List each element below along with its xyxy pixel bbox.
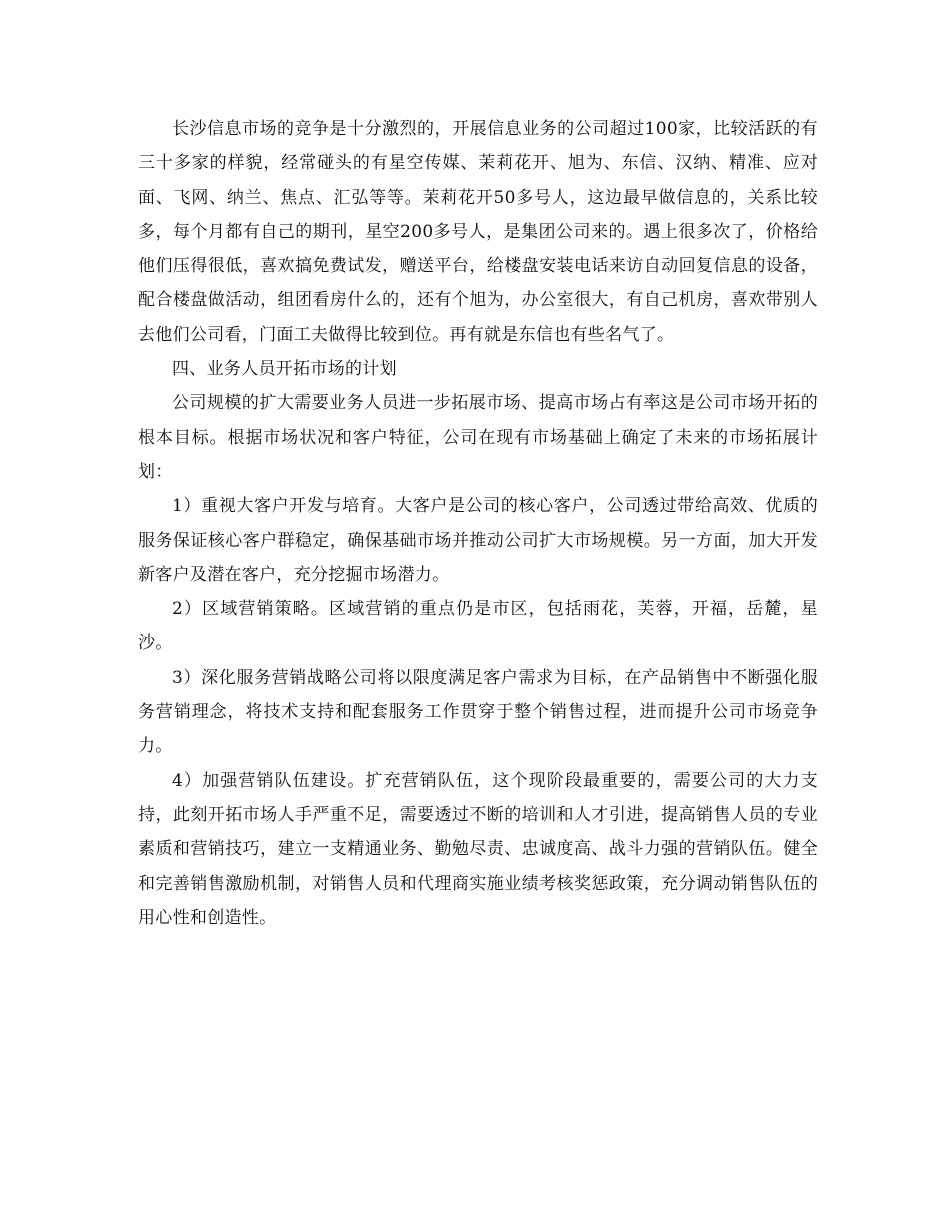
paragraph-plan-item-4: 4）加强营销队伍建设。扩充营销队伍，这个现阶段最重要的，需要公司的大力支持，此刻开拓市场人手严重不足，需要透过不断的培训和人才引进，提高销售人员的专业素质和营销技巧，建立一支精通业务、勤勉尽责、忠诚度高、战斗力强的营销队伍。健全和完善销售激励机制，对销售人员和代理商实施业绩考核奖惩政策，充分调动销售队伍的用心性和创造性。 [138, 770, 818, 928]
document-body [138, 112, 818, 935]
paragraph-market-competition: 长沙信息市场的竞争是十分激烈的，开展信息业务的公司超过100家，比较活跃的有三十多家的样貌，经常碰头的有星空传媒、茉莉花开、旭为、东信、汉纳、精准、应对面、飞网、纳兰、焦点、汇弘等等。茉莉花开50多号人，这边最早做信息的，关系比较多，每个月都有自己的期刊，星空200多号人，是集团公司来的。遇上很多次了，价格给他们压得很低，喜欢搞免费试发，赠送平台，给楼盘安装电话来访自动回复信息的设备，配合楼盘做活动，组团看房什么的，还有个旭为，办公室很大，有自己机房，喜欢带别人去他们公司看，门面工夫做得比较到位。再有就是东信也有些名气了。 [138, 119, 818, 345]
section-heading-expansion-plan: 四、业务人员开拓市场的计划 [172, 359, 397, 380]
paragraph-plan-item-3: 3）深化服务营销战略公司将以限度满足客户需求为目标，在产品销售中不断强化服务营销理念，将技术支持和配套服务工作贯穿于整个销售过程，进而提升公司市场竞争力。 [138, 667, 818, 757]
paragraph-expansion-goal: 公司规模的扩大需要业务人员进一步拓展市场、提高市场占有率这是公司市场开拓的根本目标。根据市场状况和客户特征，公司在现有市场基础上确定了未来的市场拓展计划： [138, 393, 818, 482]
paragraph-plan-item-2: 2）区域营销策略。区域营销的重点仍是市区，包括雨花，芙蓉，开福，岳麓，星沙。 [138, 599, 818, 654]
paragraph-plan-item-1: 1）重视大客户开发与培育。大客户是公司的核心客户，公司透过带给高效、优质的服务保证核心客户群稳定，确保基础市场并推动公司扩大市场规模。另一方面，加大开发新客户及潜在客户，充分挖掘市场潜力。 [138, 496, 818, 585]
